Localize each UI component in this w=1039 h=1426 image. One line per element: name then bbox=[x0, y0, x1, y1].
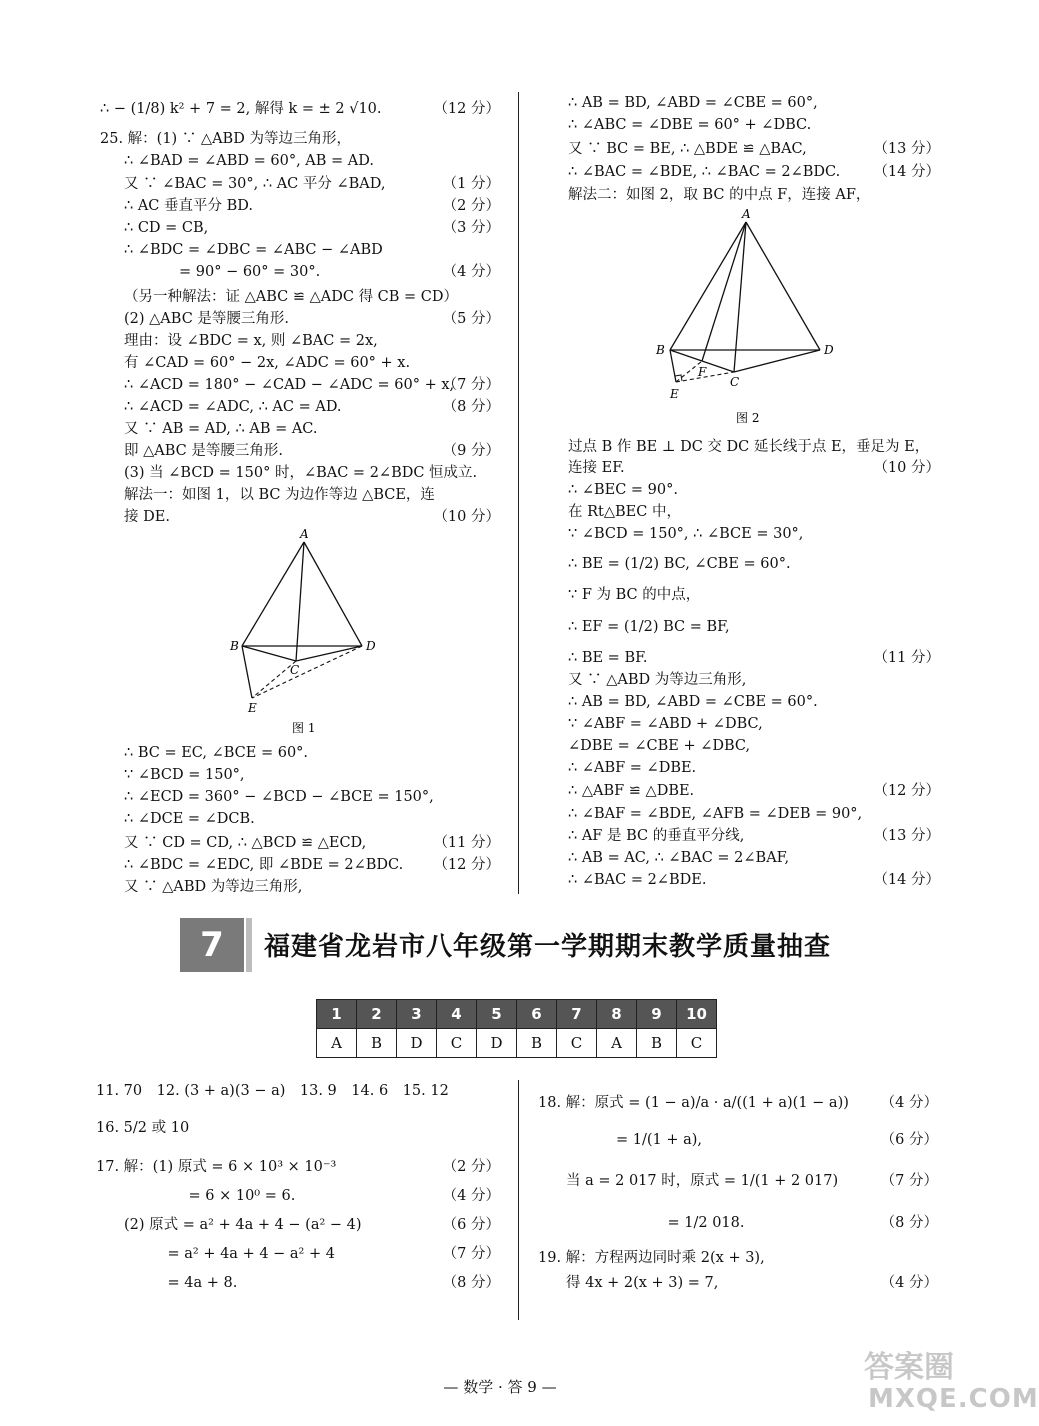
solution-line: = 1/2 018. （8 分） bbox=[566, 1215, 938, 1231]
solution-line: ∴ − (1/8) k² + 7 = 2, 解得 k = ± 2 √10. （12 分） bbox=[100, 101, 500, 117]
question-number-cell: 7 bbox=[557, 1000, 597, 1029]
watermark-site-name: MXQE.COM bbox=[868, 1384, 1039, 1414]
solution-line: ∵ ∠ABF = ∠ABD + ∠DBC, bbox=[568, 716, 763, 732]
fig2-label-a: A bbox=[742, 207, 751, 221]
fig2-caption: 图 2 bbox=[736, 411, 760, 425]
solution-line: ∴ ∠ACD = 180° − ∠CAD − ∠ADC = 60° + x, （7 分） bbox=[124, 377, 500, 393]
solution-line: ∴ ∠DCE = ∠DCB. bbox=[124, 811, 255, 827]
section-number-badge: 7 bbox=[180, 918, 244, 972]
solution-line: 19. 解：方程两边同时乘 2(x + 3), bbox=[538, 1250, 765, 1266]
solution-line: 16. 5/2 或 10 bbox=[96, 1120, 190, 1136]
answer-cell: C bbox=[437, 1029, 477, 1058]
solution-line: (3) 当 ∠BCD = 150° 时，∠BAC = 2∠BDC 恒成立. bbox=[124, 465, 478, 481]
solution-line: ∴ EF = (1/2) BC = BF, bbox=[568, 619, 730, 635]
question-number-cell: 6 bbox=[517, 1000, 557, 1029]
site-watermark bbox=[860, 1342, 1039, 1420]
solution-line: = 6 × 10⁰ = 6. （4 分） bbox=[116, 1188, 500, 1204]
figure-2 bbox=[648, 206, 848, 432]
answer-cell: A bbox=[317, 1029, 357, 1058]
solution-line: 过点 B 作 BE ⊥ DC 交 DC 延长线于点 E，垂足为 E， bbox=[568, 439, 930, 455]
question-number-cell: 1 bbox=[317, 1000, 357, 1029]
solution-line: 18. 解：原式 = (1 − a)/a · a/((1 + a)(1 − a)) （4 分） bbox=[538, 1095, 938, 1111]
answer-cell: D bbox=[397, 1029, 437, 1058]
fig1-label-d: D bbox=[366, 639, 376, 653]
solution-line: ∴ ∠ECD = 360° − ∠BCD − ∠BCE = 150°, bbox=[124, 789, 434, 805]
solution-line: (2) 原式 = a² + 4a + 4 − (a² − 4) （6 分） bbox=[124, 1217, 500, 1233]
solution-line: 又 ∵ ∠BAC = 30°, ∴ AC 平分 ∠BAD, （1 分） bbox=[124, 176, 500, 192]
solution-line: ∴ ∠BAC = 2∠BDE. （14 分） bbox=[568, 872, 940, 888]
solution-line: ∴ AB = BD, ∠ABD = ∠CBE = 60°, bbox=[568, 95, 818, 111]
solution-line: 17. 解：(1) 原式 = 6 × 10³ × 10⁻³ （2 分） bbox=[96, 1159, 500, 1175]
solution-line: 又 ∵ CD = CD, ∴ △BCD ≌ △ECD, （11 分） bbox=[124, 835, 500, 851]
fig1-label-e: E bbox=[248, 701, 257, 715]
solution-line: 得 4x + 2(x + 3) = 7, （4 分） bbox=[566, 1275, 938, 1291]
solution-line: 解法一：如图 1，以 BC 为边作等边 △BCE，连 bbox=[124, 487, 435, 503]
answer-cell: C bbox=[677, 1029, 717, 1058]
solution-line: ∴ ∠BAD = ∠ABD = 60°, AB = AD. bbox=[124, 153, 374, 169]
solution-line: ∴ BC = EC, ∠BCE = 60°. bbox=[124, 745, 309, 761]
fig1-label-b: B bbox=[230, 639, 239, 653]
figure-1 bbox=[220, 528, 390, 738]
question-number-cell: 5 bbox=[477, 1000, 517, 1029]
badge-accent-bar bbox=[246, 918, 252, 972]
solution-line: ∴ CD = CB, （3 分） bbox=[124, 220, 500, 236]
question-number-cell: 9 bbox=[637, 1000, 677, 1029]
page-footer: — 数学 · 答 9 — bbox=[443, 1378, 557, 1396]
answer-cell: D bbox=[477, 1029, 517, 1058]
solution-line: ∴ ∠BEC = 90°. bbox=[568, 482, 678, 498]
fig2-label-e: E bbox=[670, 387, 679, 401]
right-column-lower bbox=[540, 436, 940, 896]
solution-line: ∴ BE = (1/2) BC, ∠CBE = 60°. bbox=[568, 556, 791, 572]
solution-line: ∴ ∠ABF = ∠DBE. bbox=[568, 760, 697, 776]
fig1-label-a: A bbox=[300, 527, 309, 541]
fig2-label-c: C bbox=[730, 375, 740, 389]
solution-line: ∵ ∠BCD = 150°, bbox=[124, 767, 245, 783]
solution-line: = 4a + 8. （8 分） bbox=[124, 1275, 500, 1291]
answer-table bbox=[316, 999, 717, 1058]
solution-line: ∴ ∠BDC = ∠EDC, 即 ∠BDE = 2∠BDC. （12 分） bbox=[124, 857, 500, 873]
solution-line: 即 △ABC 是等腰三角形. （9 分） bbox=[124, 443, 500, 459]
solution-line: 11. 70 12. (3 + a)(3 − a) 13. 9 14. 6 15. 12 bbox=[96, 1083, 449, 1099]
figure-1-diagram bbox=[220, 528, 390, 738]
section-banner bbox=[180, 918, 900, 974]
left-column-lower bbox=[100, 742, 500, 902]
answer-cell: C bbox=[557, 1029, 597, 1058]
solution-line: = 1/(1 + a), （6 分） bbox=[558, 1132, 938, 1148]
watermark-logo-mark: 答案圈 bbox=[864, 1350, 954, 1385]
solution-line: ∴ ∠BAF = ∠BDE, ∠AFB = ∠DEB = 90°, bbox=[568, 806, 863, 822]
question-number-cell: 3 bbox=[397, 1000, 437, 1029]
answer-table-answer-row bbox=[317, 1029, 717, 1058]
column-divider bbox=[518, 92, 519, 894]
fig1-caption: 图 1 bbox=[292, 721, 316, 735]
fig2-label-d: D bbox=[824, 343, 834, 357]
fig2-label-f: F bbox=[698, 365, 707, 379]
answer-cell: B bbox=[357, 1029, 397, 1058]
left-column bbox=[100, 98, 500, 525]
solution-line: 理由：设 ∠BDC = x, 则 ∠BAC = 2x, bbox=[124, 333, 378, 349]
solution-line: ∴ ∠ACD = ∠ADC, ∴ AC = AD. （8 分） bbox=[124, 399, 500, 415]
solution-line: ∴ ∠ABC = ∠DBE = 60° + ∠DBC. bbox=[568, 117, 812, 133]
figure-2-diagram bbox=[648, 206, 848, 432]
solution-line: 又 ∵ △ABD 为等边三角形, bbox=[124, 879, 303, 895]
section-title: 福建省龙岩市八年级第一学期期末教学质量抽查 bbox=[264, 932, 832, 962]
question-number-cell: 2 bbox=[357, 1000, 397, 1029]
solution-line: ∴ AB = AC, ∴ ∠BAC = 2∠BAF, bbox=[568, 850, 790, 866]
solution-line: ∴ ∠BDC = ∠DBC = ∠ABC − ∠ABD bbox=[124, 242, 383, 258]
solution-line: 当 a = 2 017 时，原式 = 1/(1 + 2 017) （7 分） bbox=[566, 1173, 938, 1189]
solution-line: 在 Rt△BEC 中， bbox=[568, 504, 681, 520]
column-divider-bottom bbox=[518, 1080, 519, 1320]
solution-line: = a² + 4a + 4 − a² + 4 （7 分） bbox=[124, 1246, 500, 1262]
solution-line: ∴ AF 是 BC 的垂直平分线, （13 分） bbox=[568, 828, 940, 844]
answer-cell: B bbox=[517, 1029, 557, 1058]
solution-line: ∴ △ABF ≌ △DBE. （12 分） bbox=[568, 783, 940, 799]
solution-line: 又 ∵ △ABD 为等边三角形, bbox=[568, 672, 747, 688]
solution-line: 解法二：如图 2，取 BC 的中点 F，连接 AF， bbox=[568, 187, 871, 203]
right-column bbox=[540, 92, 940, 212]
fig2-label-b: B bbox=[656, 343, 665, 357]
bottom-right-column bbox=[538, 1092, 938, 1302]
solution-line: 接 DE. （10 分） bbox=[124, 509, 500, 525]
solution-line: 连接 EF. （10 分） bbox=[568, 460, 940, 476]
solution-line: ∵ ∠BCD = 150°, ∴ ∠BCE = 30°, bbox=[568, 526, 804, 542]
solution-line: 25. 解：(1) ∵ △ABD 为等边三角形， bbox=[100, 131, 351, 147]
solution-line: ∴ ∠BAC = ∠BDE, ∴ ∠BAC = 2∠BDC. （14 分） bbox=[568, 164, 940, 180]
answer-table-header-row bbox=[317, 1000, 717, 1029]
solution-line: = 90° − 60° = 30°. （4 分） bbox=[150, 264, 500, 280]
answer-cell: B bbox=[637, 1029, 677, 1058]
solution-line: ∴ AB = BD, ∠ABD = ∠CBE = 60°. bbox=[568, 694, 818, 710]
solution-line: (2) △ABC 是等腰三角形. （5 分） bbox=[124, 311, 500, 327]
fig1-label-c: C bbox=[290, 663, 300, 677]
solution-line: ∵ F 为 BC 的中点， bbox=[568, 587, 701, 603]
answer-cell: A bbox=[597, 1029, 637, 1058]
solution-line: ∴ BE = BF. （11 分） bbox=[568, 650, 940, 666]
solution-line: ∠DBE = ∠CBE + ∠DBC, bbox=[568, 738, 751, 754]
solution-line: 又 ∵ AB = AD, ∴ AB = AC. bbox=[124, 421, 318, 437]
question-number-cell: 10 bbox=[677, 1000, 717, 1029]
solution-line: 又 ∵ BC = BE, ∴ △BDE ≌ △BAC, （13 分） bbox=[568, 141, 940, 157]
solution-line: 有 ∠CAD = 60° − 2x, ∠ADC = 60° + x. bbox=[124, 355, 411, 371]
solution-line: ∴ AC 垂直平分 BD. （2 分） bbox=[124, 198, 500, 214]
bottom-left-column bbox=[96, 1080, 500, 1300]
solution-line: （另一种解法：证 △ABC ≌ △ADC 得 CB = CD） bbox=[124, 289, 459, 305]
question-number-cell: 8 bbox=[597, 1000, 637, 1029]
question-number-cell: 4 bbox=[437, 1000, 477, 1029]
